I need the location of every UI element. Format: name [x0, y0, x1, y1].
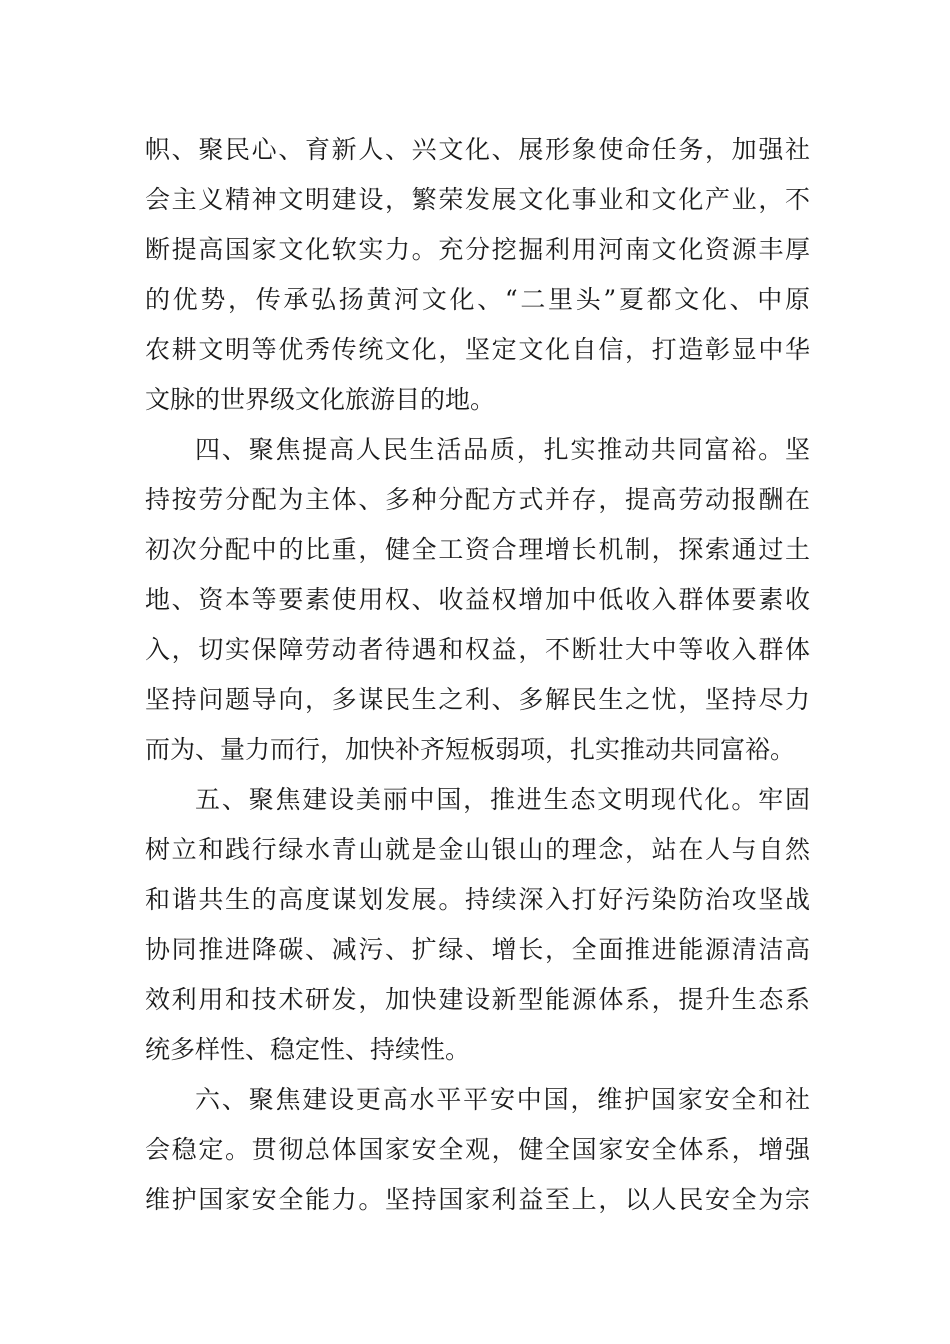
- text-line-22: 维护国家安全能力。坚持国家利益至上，以人民安全为宗: [145, 1185, 810, 1214]
- text-line-10: 地、资本等要素使用权、收益权增加中低收入群体要素收: [145, 585, 810, 614]
- text-line-2: 会主义精神文明建设，繁荣发展文化事业和文化产业，不: [145, 185, 810, 214]
- text-line-4: 的优势，传承弘扬黄河文化、“二里头”夏都文化、中原: [145, 285, 810, 314]
- section-four-heading-line: 四、聚焦提高人民生活品质，扎实推动共同富裕。坚: [195, 435, 810, 464]
- section-five-heading-line: 五、聚焦建设美丽中国，推进生态文明现代化。牢固: [195, 785, 810, 814]
- text-line-21: 会稳定。贯彻总体国家安全观，健全国家安全体系，增强: [145, 1135, 810, 1164]
- text-line-15: 树立和践行绿水青山就是金山银山的理念，站在人与自然: [145, 835, 810, 864]
- text-line-1: 帜、聚民心、育新人、兴文化、展形象使命任务，加强社: [145, 135, 810, 164]
- text-line-13: 而为、量力而行，加快补齐短板弱项，扎实推动共同富裕。: [145, 735, 796, 764]
- section-six-heading-line: 六、聚焦建设更高水平平安中国，维护国家安全和社: [195, 1085, 810, 1114]
- text-line-17: 协同推进降碳、减污、扩绿、增长，全面推进能源清洁高: [145, 935, 810, 964]
- text-line-5: 农耕文明等优秀传统文化，坚定文化自信，打造彰显中华: [145, 335, 810, 364]
- document-body: [145, 125, 810, 1225]
- text-line-18: 效利用和技术研发，加快建设新型能源体系，提升生态系: [145, 985, 810, 1014]
- text-line-8: 持按劳分配为主体、多种分配方式并存，提高劳动报酬在: [145, 485, 810, 514]
- text-line-9: 初次分配中的比重，健全工资合理增长机制，探索通过土: [145, 535, 810, 564]
- text-line-6: 文脉的世界级文化旅游目的地。: [145, 385, 496, 414]
- text-line-12: 坚持问题导向，多谋民生之利、多解民生之忧，坚持尽力: [145, 685, 810, 714]
- text-line-3: 断提高国家文化软实力。充分挖掘利用河南文化资源丰厚: [145, 235, 810, 264]
- text-line-11: 入，切实保障劳动者待遇和权益，不断壮大中等收入群体: [145, 635, 810, 664]
- text-line-16: 和谐共生的高度谋划发展。持续深入打好污染防治攻坚战: [145, 885, 810, 914]
- text-line-19: 统多样性、稳定性、持续性。: [145, 1035, 471, 1064]
